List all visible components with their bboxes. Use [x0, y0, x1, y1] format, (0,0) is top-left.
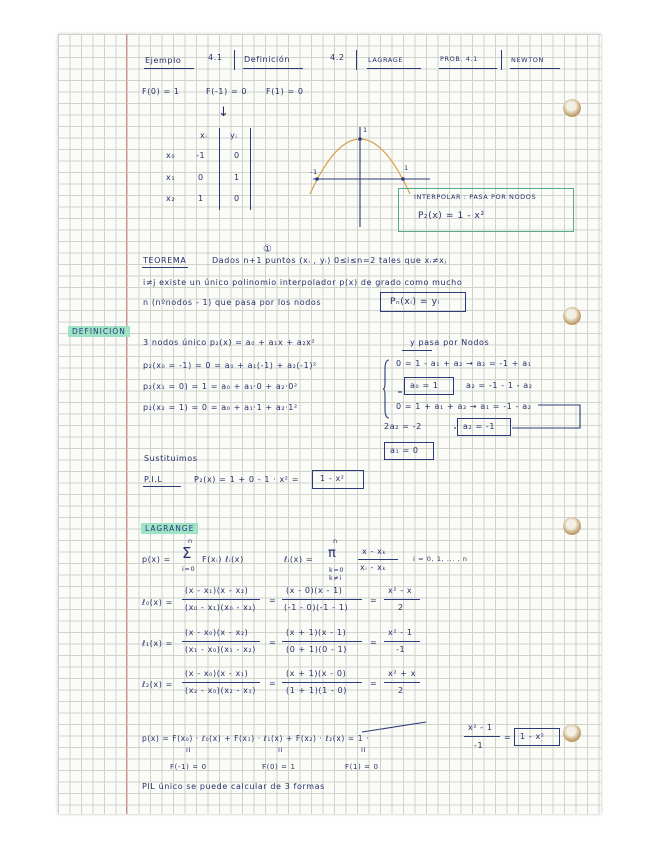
system-result-2: a₂ = -1 - 1 - a₂: [466, 381, 533, 390]
divider: [234, 50, 235, 70]
l1-denominator: (x₁ - x₀)(x₁ - x₂): [185, 645, 256, 654]
table-row-label: x₁: [166, 173, 176, 182]
l0-numerator-2: (x - 0)(x - 1): [286, 586, 343, 595]
pil-equation: P₂(x) = 1 + 0 - 1 · x² =: [194, 475, 300, 484]
fraction-bar: [282, 641, 362, 642]
index-range: i = 0, 1, ... , n: [413, 555, 468, 563]
double-equal-mark: II: [278, 746, 284, 754]
table-cell-y: 0: [234, 194, 240, 203]
underline: [367, 68, 421, 69]
point-minus1-0: [315, 177, 319, 181]
system-eq-3: p₂(x₂ = 1) = 0 = a₀ + a₁·1 + a₂·1²: [143, 403, 298, 412]
l2-numerator-3: x² + x: [388, 669, 417, 678]
header-definicion: Definición: [244, 55, 290, 64]
product-lower-limit-1: k=0: [329, 566, 345, 574]
l2-numerator: (x - x₀)(x - x₁): [185, 669, 249, 678]
theorem-line-3: n (nºnodos - 1) que pasa por los nodos: [143, 298, 322, 307]
l0-numerator-3: x² - x: [388, 586, 413, 595]
table-header-x: xᵢ: [200, 131, 208, 140]
interpolar-polynomial: P₂(x) = 1 - x²: [418, 211, 485, 221]
fraction-bar: [384, 599, 420, 600]
table-cell-x: 1: [198, 194, 204, 203]
header-ejemplo: Ejemplo: [145, 56, 182, 65]
table-cell-x: -1: [196, 151, 206, 160]
fraction-bar: [282, 599, 362, 600]
underline: [510, 68, 560, 69]
equals: =: [269, 638, 277, 647]
l-denominator: xᵢ - xₖ: [360, 563, 387, 572]
l2-denominator-2: (1 + 1)(1 - 0): [286, 686, 348, 695]
l0-denominator: (x₀ - x₁)(x₀ - x₂): [185, 603, 256, 612]
underline: [243, 68, 303, 69]
l-numerator: x - xₖ: [362, 547, 387, 556]
l1-denominator-3: -1: [396, 645, 406, 654]
header-definicion-number: 4.2: [330, 53, 345, 62]
l0-lhs: ℓ₀(x) =: [142, 598, 173, 607]
condition-f1: F(1) = 0: [266, 87, 304, 96]
fraction-bar: [182, 682, 260, 683]
underline: [142, 267, 188, 268]
f-minus-1-value: F(-1) = 0: [170, 763, 207, 771]
double-equal-mark: II: [186, 746, 192, 754]
binder-hole: [563, 724, 581, 742]
l2-denominator: (x₂ - x₀)(x₂ - x₁): [185, 686, 256, 695]
fraction-bar: [384, 641, 420, 642]
point-1-0: [401, 177, 405, 181]
graph-y-label: 1: [363, 126, 368, 134]
table-row-label: x₂: [166, 194, 176, 203]
table-divider-1: [219, 128, 220, 210]
system-intro: 3 nodos único p₂(x) = a₀ + a₁x + a₂x²: [143, 338, 316, 347]
header-ejemplo-number: 4.1: [208, 53, 223, 62]
system-passes: y pasa por Nodos: [410, 338, 490, 347]
system-eq-1: p₂(x₀ = -1) = 0 = a₀ + a₁(-1) + a₂(-1)²: [143, 361, 317, 370]
header-prob: PROB. 4.1: [440, 55, 478, 63]
graph-x-neg-label: -1: [310, 168, 318, 176]
divider: [356, 50, 357, 70]
condition-f-minus-1: F(-1) = 0: [206, 87, 248, 96]
l2-denominator-3: 2: [398, 686, 404, 695]
theorem-title: TEOREMA: [143, 256, 187, 265]
table-cell-x: 0: [198, 173, 204, 182]
final-expression: p(x) = F(x₀) · ℓ₀(x) + F(x₁) · ℓ₁(x) + F(x₂) · ℓ₂(x) = 1 ·: [142, 734, 370, 743]
pil-result: 1 - x²: [320, 474, 345, 483]
system-result-3: 0 = 1 + a₁ + a₂ → a₁ = -1 - a₂: [396, 402, 532, 411]
binder-hole: [563, 517, 581, 535]
sum-lower-limit: i=0: [182, 565, 196, 573]
header-lagrange: LAGRAGE: [368, 56, 404, 64]
l0-numerator: (x - x₁)(x - x₂): [185, 586, 249, 595]
product-symbol: π: [328, 546, 337, 561]
interpolar-text: INTERPOLAR : PASA POR NODOS: [414, 193, 537, 201]
lagrange-tag: LAGRANGE: [141, 523, 198, 534]
lagrange-l-lhs: ℓᵢ(x) =: [284, 555, 314, 564]
lagrange-p-lhs: p(x) =: [142, 555, 171, 564]
binder-hole: [563, 99, 581, 117]
l1-numerator-3: x² - 1: [388, 628, 413, 637]
strike-through: [360, 720, 430, 734]
fraction-bar: [182, 641, 260, 642]
theorem-line-2: i≠j existe un único polinomio interpolador p(x) de grado como mucho: [143, 278, 463, 287]
point-0-1: [358, 137, 362, 141]
definicion-tag: DEFINICIÓN: [68, 326, 130, 337]
theorem-line-1: Dados n+1 puntos (xᵢ , yᵢ) 0≤i≤n=2 tales que xᵢ≠xⱼ: [212, 256, 447, 265]
l2-lhs: ℓ₂(x) =: [142, 680, 173, 689]
equals: =: [269, 596, 277, 605]
final-denominator: -1: [474, 741, 484, 750]
underline: [402, 350, 432, 351]
l2-numerator-2: (x + 1)(x - 0): [286, 669, 347, 678]
fraction-bar: [182, 599, 260, 600]
product-upper-limit: n: [333, 537, 338, 545]
underline: [439, 68, 497, 69]
double-equal-mark: II: [361, 746, 367, 754]
header-newton: NEWTON: [511, 56, 544, 64]
l0-denominator-3: 2: [398, 603, 404, 612]
fraction-bar: [464, 736, 500, 737]
theorem-result: Pₙ(xᵢ) = yᵢ: [390, 297, 440, 307]
binder-hole: [563, 307, 581, 325]
table-cell-y: 0: [234, 151, 240, 160]
table-header-y: yᵢ: [230, 131, 238, 140]
fraction-bar: [282, 682, 362, 683]
f-1-value: F(1) = 0: [345, 763, 379, 771]
substitution-arrows: [388, 379, 588, 439]
sum-symbol: Σ: [182, 544, 193, 562]
system-eq-2: p₂(x₁ = 0) = 1 = a₀ + a₁·0 + a₂·0²: [143, 382, 298, 391]
fraction-bar: [358, 559, 398, 560]
product-lower-limit-2: k≠i: [329, 574, 342, 582]
pil-label: P.I.L: [144, 475, 163, 484]
equals: =: [269, 679, 277, 688]
equals: =: [370, 638, 378, 647]
a1-result: a₁ = 0: [390, 446, 419, 455]
underline: [143, 486, 181, 487]
l1-numerator: (x - x₀)(x - x₂): [185, 628, 249, 637]
arrow-down-icon: ↓: [218, 105, 230, 120]
table-divider-2: [250, 128, 251, 210]
a0-result: a₀ = 1: [410, 381, 439, 390]
final-result: 1 - x²: [520, 732, 545, 741]
theorem-number: ①: [263, 244, 273, 255]
final-numerator: x² - 1: [468, 723, 493, 732]
fraction-bar: [384, 682, 420, 683]
l1-numerator-2: (x + 1)(x - 1): [286, 628, 347, 637]
notebook-page: [58, 34, 601, 814]
sustituimos-label: Sustituimos: [144, 454, 198, 463]
underline: [144, 68, 194, 69]
footer-note: PIL único se puede calcular de 3 formas: [142, 782, 325, 791]
system-result-4a: 2a₂ = -2: [384, 422, 422, 431]
lagrange-p-rhs: F(xᵢ) ℓᵢ(x): [202, 555, 244, 564]
equals: =: [370, 679, 378, 688]
table-cell-y: 1: [234, 173, 240, 182]
l1-denominator-2: (0 + 1)(0 - 1): [286, 645, 348, 654]
equals: =: [370, 596, 378, 605]
a2-result: a₂ = -1: [463, 422, 496, 431]
f-0-value: F(0) = 1: [262, 763, 296, 771]
graph-x-pos-label: 1: [404, 164, 409, 172]
l1-lhs: ℓ₁(x) =: [142, 639, 173, 648]
l0-denominator-2: (-1 - 0)(-1 - 1): [284, 603, 349, 612]
condition-f0: F(0) = 1: [142, 87, 180, 96]
system-result-1: 0 = 1 - a₁ + a₂ → a₂ = -1 + a₁: [396, 359, 532, 368]
divider: [501, 50, 502, 70]
margin-line: [126, 34, 127, 814]
sum-upper-limit: n: [188, 537, 193, 545]
equals: =: [504, 733, 512, 742]
table-row-label: x₀: [166, 151, 176, 160]
